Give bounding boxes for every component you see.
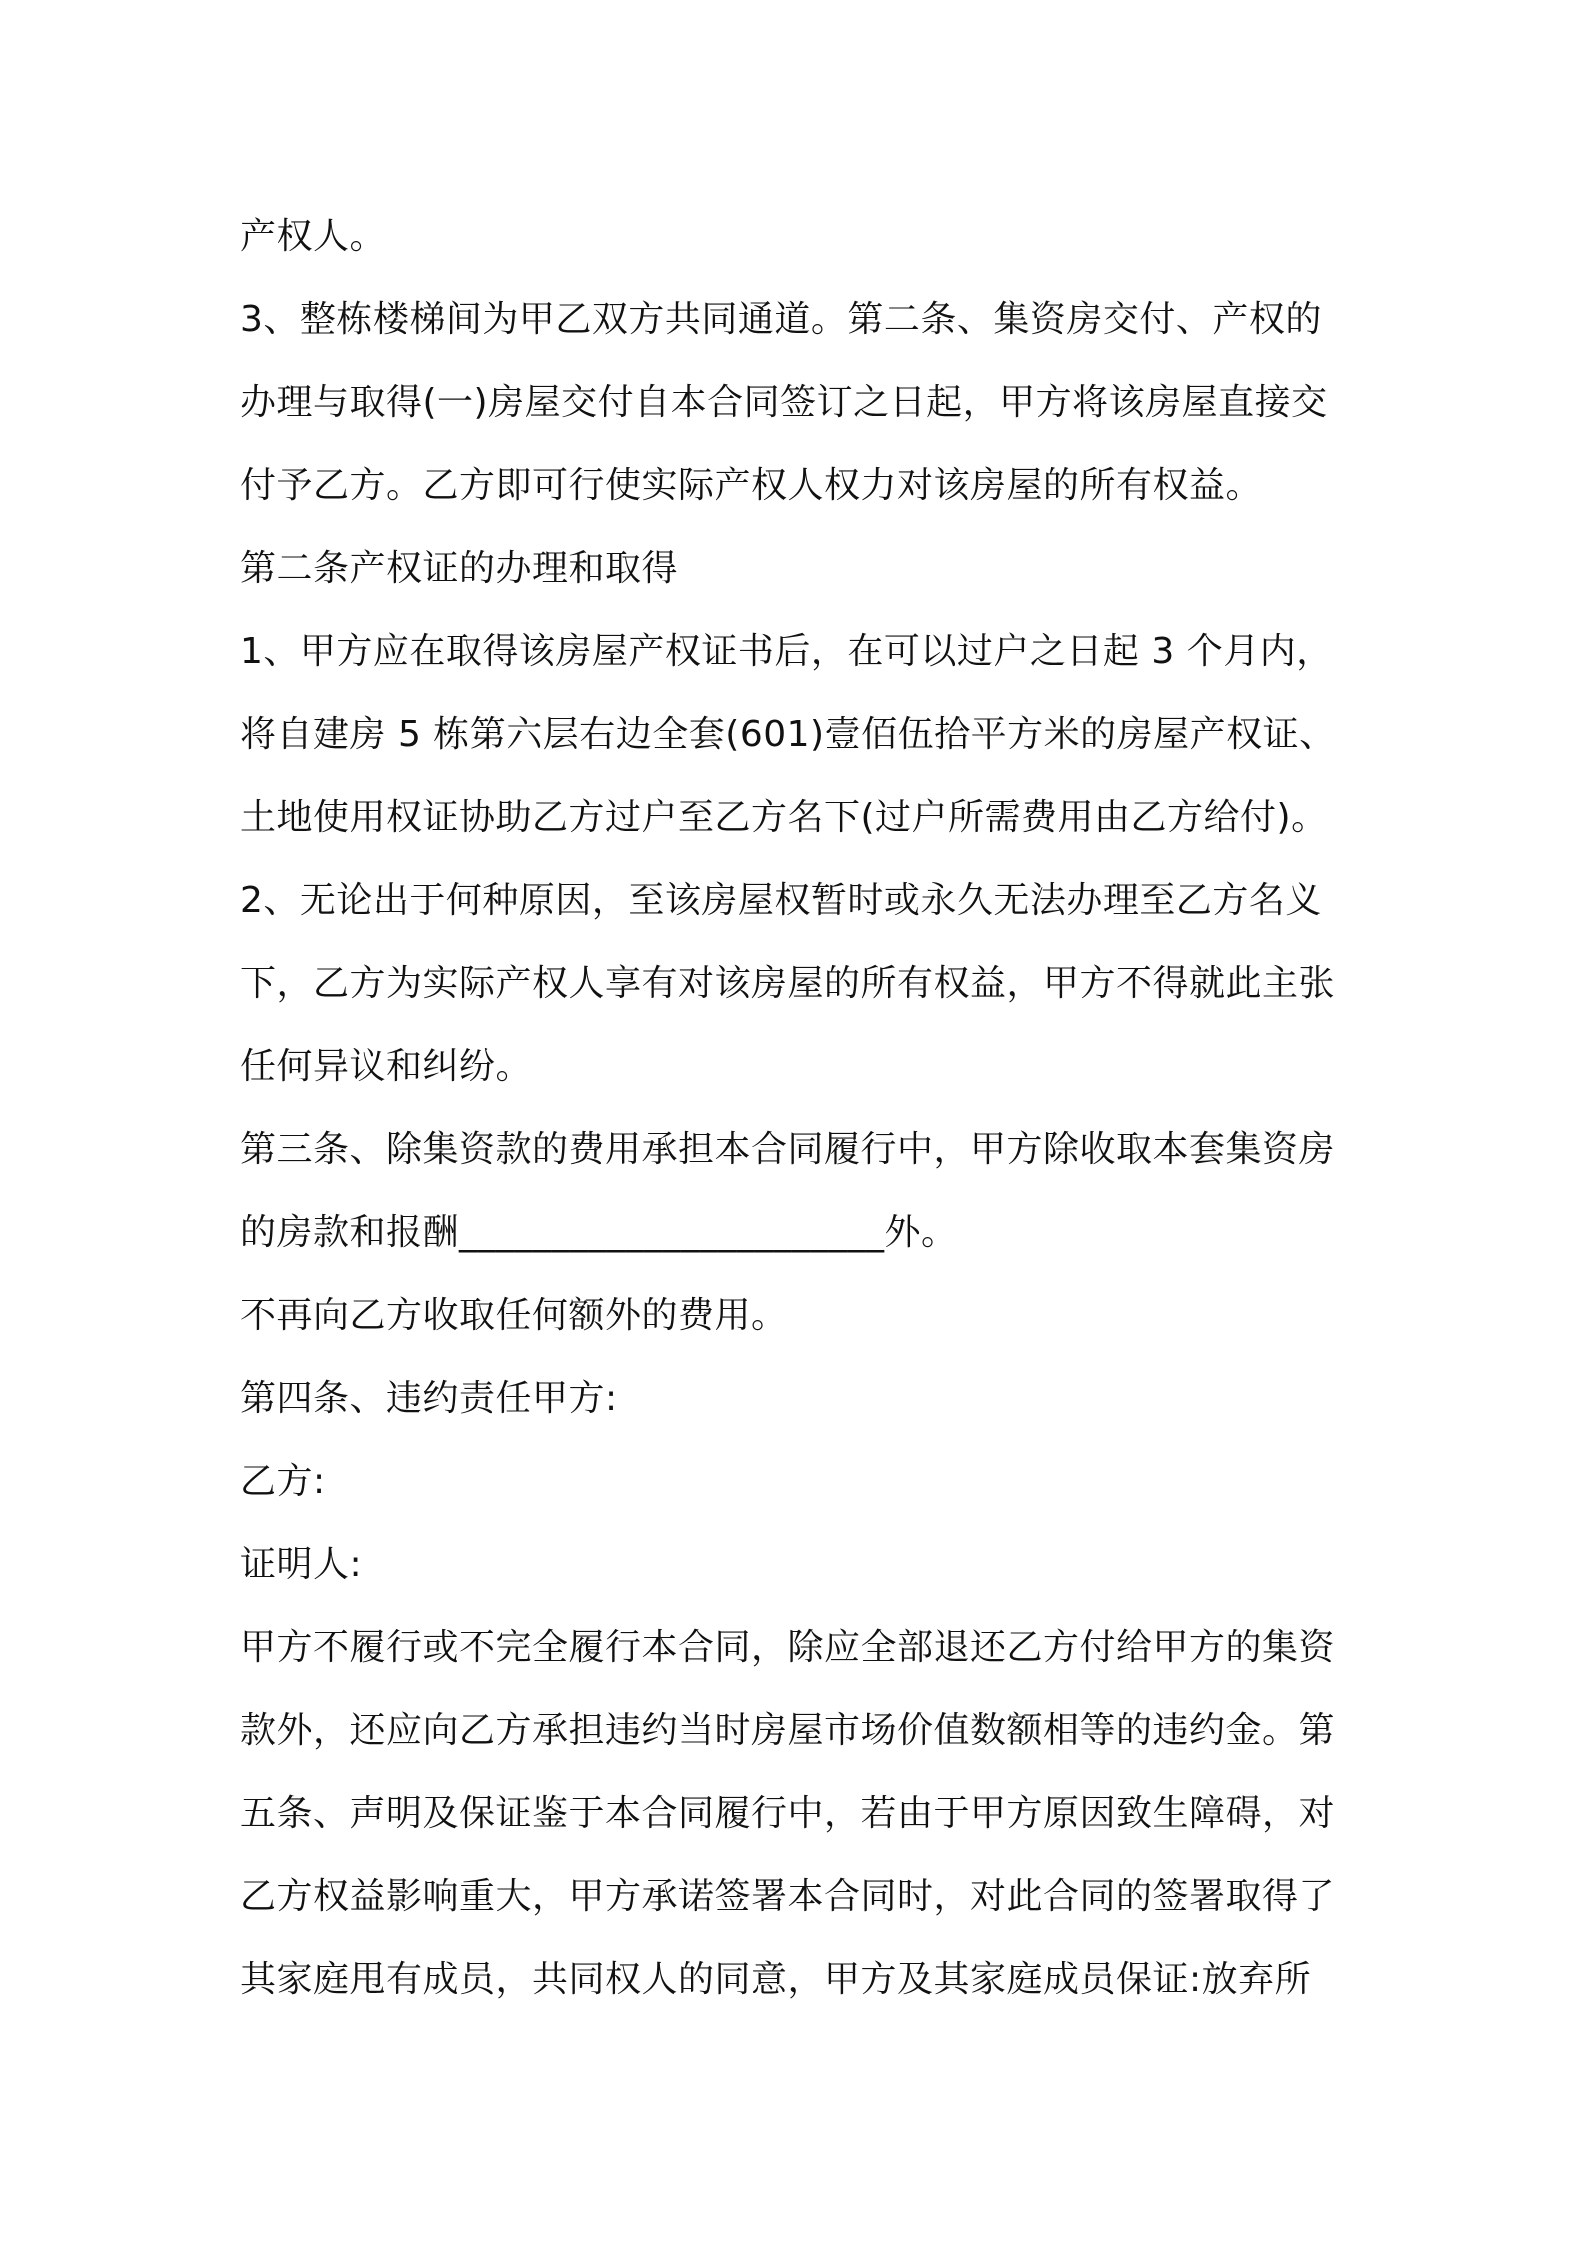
paragraph-line-2: 3、整栋楼梯间为甲乙双方共同通道。第二条、集资房交付、产权的	[240, 299, 1322, 340]
paragraph-line-6: 1、甲方应在取得该房屋产权证书后，在可以过户之日起 3 个月内，	[240, 631, 1333, 672]
party-b-label: 乙方:	[240, 1461, 326, 1502]
paragraph-line-18: 甲方不履行或不完全履行本合同，除应全部退还乙方付给甲方的集资	[240, 1627, 1336, 1668]
document-body	[240, 195, 1356, 2021]
paragraph-line-21: 乙方权益影响重大，甲方承诺签署本合同时，对此合同的签署取得了	[240, 1876, 1336, 1917]
paragraph-line-8: 土地使用权证协助乙方过户至乙方名下(过户所需费用由乙方给付)。	[240, 797, 1328, 838]
paragraph-line-19: 款外，还应向乙方承担违约当时房屋市场价值数额相等的违约金。第	[240, 1710, 1336, 1751]
paragraph-line-11: 任何异议和纠纷。	[240, 1046, 533, 1087]
paragraph-line-14: 不再向乙方收取任何额外的费用。	[240, 1295, 788, 1336]
section-heading: 第二条产权证的办理和取得	[240, 548, 679, 589]
paragraph-line-1: 产权人。	[240, 216, 387, 257]
paragraph-line-3: 办理与取得(一)房屋交付自本合同签订之日起，甲方将该房屋直接交	[240, 382, 1328, 423]
paragraph-line-22: 其家庭甩有成员，共同权人的同意，甲方及其家庭成员保证:放弃所	[240, 1959, 1312, 2000]
paragraph-line-7: 将自建房 5 栋第六层右边全套(601)壹佰伍拾平方米的房屋产权证、	[240, 714, 1336, 755]
paragraph-line-4: 付予乙方。乙方即可行使实际产权人权力对该房屋的所有权益。	[240, 465, 1263, 506]
paragraph-line-20: 五条、声明及保证鉴于本合同履行中，若由于甲方原因致生障碍，对	[240, 1793, 1336, 1834]
paragraph-line-13: 的房款和报酬_______________________外。	[240, 1212, 958, 1253]
paragraph-line-15: 第四条、违约责任甲方:	[240, 1378, 618, 1419]
paragraph-line-10: 下，乙方为实际产权人享有对该房屋的所有权益，甲方不得就此主张	[240, 963, 1336, 1004]
paragraph-line-9: 2、无论出于何种原因，至该房屋权暂时或永久无法办理至乙方名义	[240, 880, 1322, 921]
witness-label: 证明人:	[240, 1544, 363, 1585]
paragraph-line-12: 第三条、除集资款的费用承担本合同履行中，甲方除收取本套集资房	[240, 1129, 1336, 1170]
